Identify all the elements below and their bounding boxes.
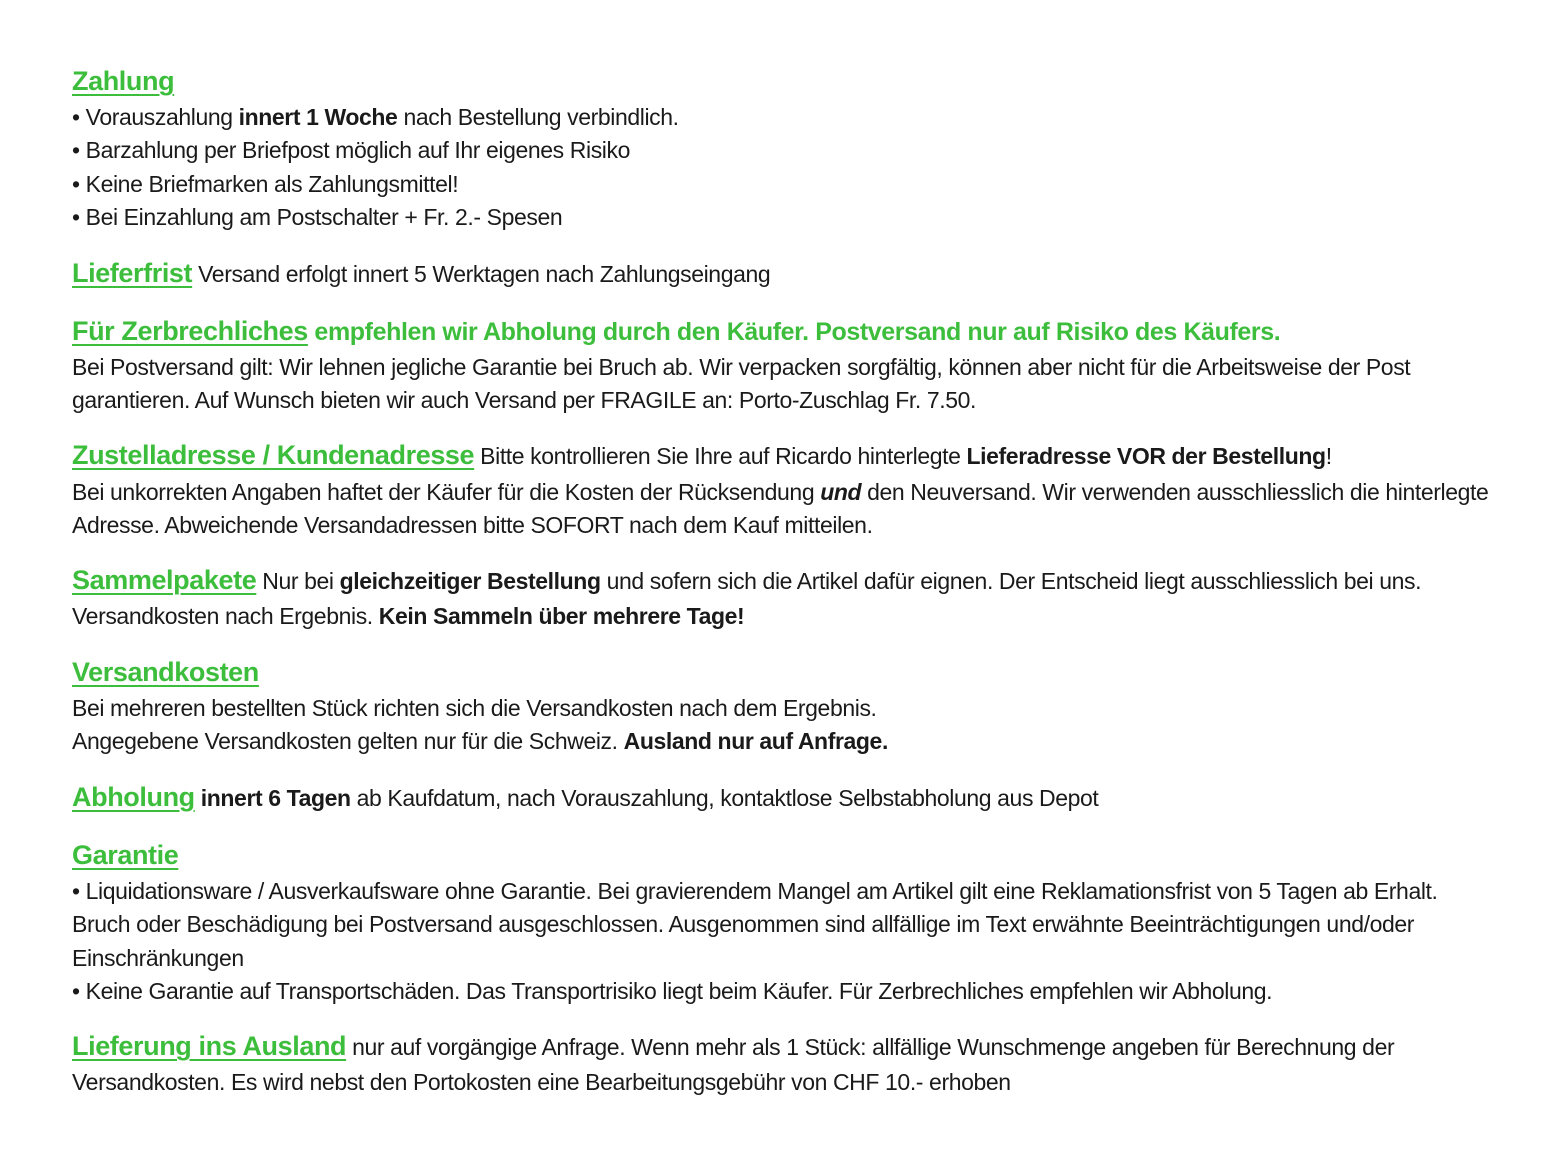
text-segment: den Neuversand. Wir verwenden ausschliesslich die hinterlegte Adresse. Abweichende Versandadressen bitte SOFORT nach dem Kauf mitteilen.: [72, 478, 1494, 538]
text-segment: innert 1 Woche: [238, 104, 398, 131]
text-segment: und sofern sich die Artikel dafür eignen. Der Entscheid liegt ausschliesslich bei uns. Versandkosten nach Ergebnis.: [72, 568, 1428, 630]
text-segment: Ausland nur auf Anfrage.: [623, 728, 888, 755]
paragraph: [72, 62, 1494, 101]
paragraph: [72, 101, 1494, 134]
section-heading: Lieferung ins Ausland: [72, 1031, 347, 1062]
text-segment: Bei mehreren bestellten Stück richten sich die Versandkosten nach dem Ergebnis.: [72, 694, 877, 721]
paragraph: [72, 836, 1494, 875]
section-heading: Sammelpakete: [72, 565, 257, 596]
section-heading: Versandkosten: [72, 656, 259, 687]
paragraph: [72, 561, 1494, 633]
section-heading: Zahlung: [72, 66, 175, 96]
text-segment: • Vorauszahlung: [72, 104, 239, 131]
paragraph: [72, 254, 1494, 293]
text-segment: • Liquidationsware / Ausverkaufsware ohne Garantie. Bei gravierendem Mangel am Artikel gilt eine Reklamationsfrist von 5 Tagen ab Erhalt. Bruch oder Beschädigung bei Postversand ausgeschlossen. Ausgenommen sind allfällige im Text erwähnte Beeinträchtigungen und/oder Einschränkungen: [72, 877, 1444, 971]
text-segment: Bei Postversand gilt: Wir lehnen jegliche Garantie bei Bruch ab. Wir verpacken sorgfältig, können aber nicht für die Arbeitsweise der Post garantieren. Auf Wunsch bieten wir auch Versand per FRAGILE an: Porto-Zuschlag Fr. 7.50.: [72, 353, 1417, 414]
paragraph: [72, 778, 1494, 817]
text-segment: Bei unkorrekten Angaben haftet der Käufer für die Kosten der Rücksendung: [72, 478, 821, 505]
text-segment: !: [1325, 443, 1332, 470]
section-heading: Abholung: [72, 781, 195, 812]
section-versandkosten: [72, 653, 1494, 759]
text-segment: und: [820, 478, 862, 505]
section-heading: Lieferfrist: [72, 257, 193, 288]
document-content: [72, 62, 1494, 1100]
section-abholung: [72, 778, 1494, 817]
text-segment: nach Bestellung verbindlich.: [397, 104, 679, 131]
section-zahlung: [72, 62, 1494, 235]
paragraph: [72, 476, 1494, 543]
paragraph: [72, 312, 1494, 351]
text-segment: Bitte kontrollieren Sie Ihre auf Ricardo hinterlegte: [474, 443, 967, 470]
text-segment: ab Kaufdatum, nach Vorauszahlung, kontaktlose Selbstabholung aus Depot: [350, 784, 1099, 811]
text-segment: • Keine Briefmarken als Zahlungsmittel!: [72, 170, 459, 197]
paragraph: [72, 201, 1494, 234]
text-segment: nur auf vorgängige Anfrage. Wenn mehr als 1 Stück: allfällige Wunschmenge angeben für Berechnung der Versandkosten. Es wird nebst den Portokosten eine Bearbeitungsgebühr von CHF 10.- erhoben: [72, 1034, 1401, 1096]
text-segment: Lieferadresse VOR der Bestellung: [966, 443, 1326, 470]
section-lieferfrist: [72, 254, 1494, 293]
paragraph: [72, 168, 1494, 201]
section-sammelpakete: [72, 561, 1494, 633]
section-heading: Garantie: [72, 839, 179, 870]
text-segment: Versand erfolgt innert 5 Werktagen nach Zahlungseingang: [192, 260, 771, 287]
text-segment: Kein Sammeln über mehrere Tage!: [378, 603, 745, 630]
paragraph: [72, 692, 1494, 725]
text-segment: gleichzeitiger Bestellung: [339, 568, 601, 595]
section-fuer-zerbrechliches: [72, 312, 1494, 418]
paragraph: [72, 1027, 1494, 1099]
section-heading: Zustelladresse / Kundenadresse: [72, 440, 475, 471]
text-segment: • Keine Garantie auf Transportschäden. Das Transportrisiko liegt beim Käufer. Für Zerbrechliches empfehlen wir Abholung.: [72, 977, 1273, 1004]
section-lieferung-ins-ausland: [72, 1027, 1494, 1099]
text-segment: empfehlen wir Abholung durch den Käufer. Postversand nur auf Risiko des Käufers.: [307, 317, 1281, 346]
paragraph: [72, 134, 1494, 167]
paragraph: [72, 653, 1494, 692]
section-heading: Für Zerbrechliches: [72, 315, 308, 346]
section-zustelladresse: [72, 436, 1494, 542]
text-segment: • Bei Einzahlung am Postschalter + Fr. 2.- Spesen: [72, 204, 563, 231]
paragraph: [72, 351, 1494, 418]
section-garantie: [72, 836, 1494, 1009]
text-segment: innert 6 Tagen: [200, 784, 351, 811]
paragraph: [72, 875, 1494, 975]
text-segment: Nur bei: [256, 568, 340, 595]
paragraph: [72, 436, 1494, 475]
paragraph: [72, 975, 1494, 1008]
text-segment: Angegebene Versandkosten gelten nur für die Schweiz.: [72, 728, 624, 755]
paragraph: [72, 725, 1494, 758]
text-segment: • Barzahlung per Briefpost möglich auf Ihr eigenes Risiko: [72, 137, 630, 164]
